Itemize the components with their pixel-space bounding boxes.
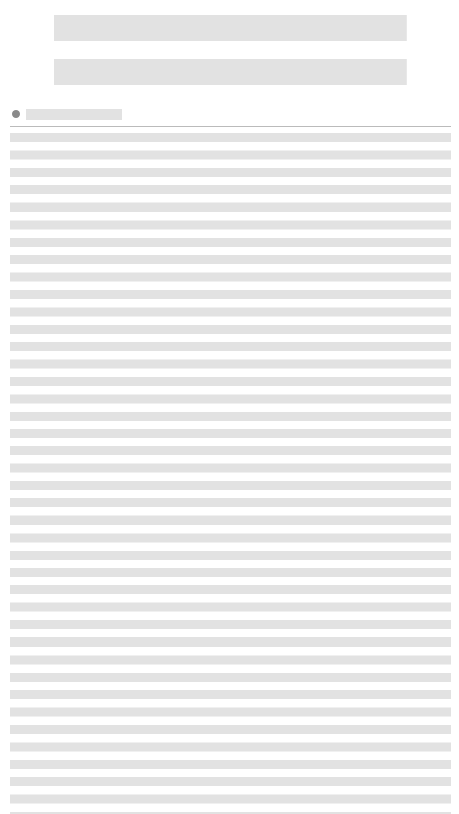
byline: [26, 109, 122, 120]
byline-divider: [10, 126, 451, 127]
byline-row: [10, 106, 451, 122]
article-body: [10, 133, 451, 814]
article-paragraph-2: [10, 203, 451, 290]
headline: [10, 8, 451, 92]
article-paragraph-8: [10, 638, 451, 814]
article-paragraph-6: [10, 516, 451, 586]
article-paragraph-1: [10, 133, 451, 203]
headline-line-1: [10, 8, 451, 48]
bullet-dot-icon: [12, 110, 20, 118]
article-paragraph-7: [10, 585, 451, 637]
article-paragraph-5: [10, 446, 451, 516]
headline-line-2: [10, 52, 451, 92]
article-paragraph-3: [10, 290, 451, 377]
article-paragraph-4: [10, 377, 451, 447]
